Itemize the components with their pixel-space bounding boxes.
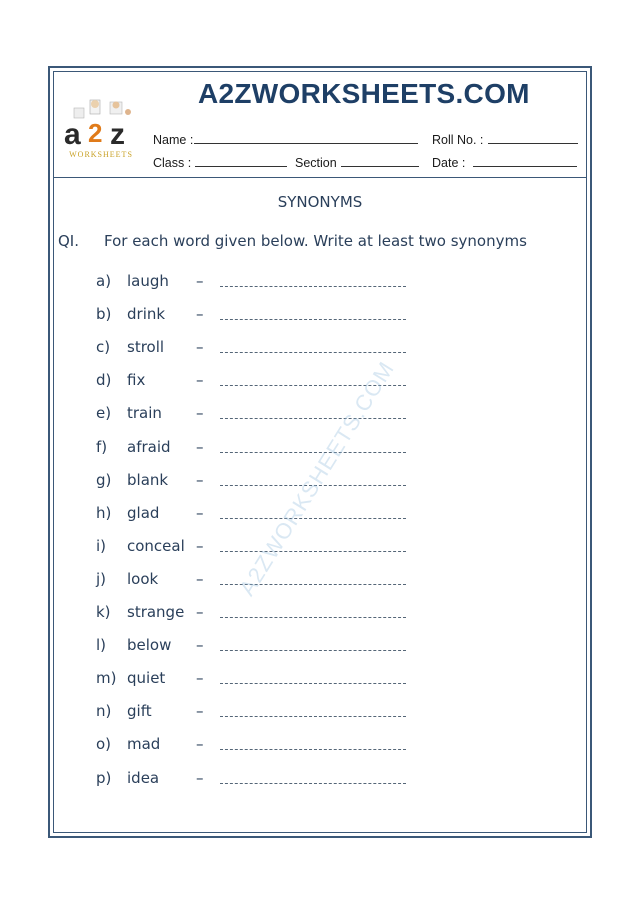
list-item — [96, 735, 426, 759]
roll-no-label: Roll No. : — [432, 133, 484, 147]
answer-blank[interactable] — [220, 683, 406, 684]
answer-blank[interactable] — [220, 617, 406, 618]
list-item — [96, 471, 426, 495]
item-word: below — [127, 636, 172, 655]
section-label: Section — [295, 156, 337, 170]
worksheet-heading: SYNONYMS — [277, 193, 363, 211]
roll-no-line[interactable] — [488, 131, 578, 144]
item-letter: f) — [96, 437, 108, 456]
item-word: strange — [127, 603, 185, 621]
item-dash: – — [196, 603, 204, 621]
list-item — [96, 702, 426, 726]
watermark: A2ZWORKSHEETS.COM — [234, 356, 400, 601]
item-word: fix — [127, 371, 146, 390]
class-label: Class : — [153, 156, 192, 170]
answer-blank[interactable] — [220, 518, 406, 519]
item-letter: h) — [96, 503, 112, 522]
answer-blank[interactable] — [220, 783, 406, 784]
item-dash: – — [196, 470, 204, 489]
section-field — [295, 154, 419, 170]
list-item — [96, 669, 426, 693]
item-word: glad — [127, 503, 160, 522]
answer-blank[interactable] — [220, 452, 406, 453]
class-line[interactable] — [195, 154, 287, 167]
list-item — [96, 305, 426, 329]
item-dash: – — [196, 437, 204, 456]
item-word: laugh — [127, 272, 169, 290]
name-field — [153, 131, 418, 147]
item-word: afraid — [127, 437, 171, 456]
item-word: gift — [127, 702, 152, 721]
name-line[interactable] — [194, 131, 418, 144]
item-dash: – — [196, 503, 204, 522]
item-letter: i) — [96, 536, 107, 555]
item-dash: – — [196, 305, 204, 324]
item-letter: l) — [96, 636, 107, 655]
item-letter: g) — [96, 470, 112, 489]
item-letter: j) — [96, 569, 107, 588]
item-word: train — [127, 404, 162, 423]
item-dash: – — [196, 702, 204, 721]
section-line[interactable] — [341, 154, 419, 167]
answer-blank[interactable] — [220, 319, 406, 320]
list-item — [96, 504, 426, 528]
roll-no-field — [432, 131, 578, 147]
item-dash: – — [196, 569, 204, 588]
item-letter: a) — [96, 272, 112, 290]
item-letter: e) — [96, 404, 112, 423]
answer-blank[interactable] — [220, 418, 406, 419]
item-dash: – — [196, 272, 204, 290]
item-word: mad — [127, 735, 161, 754]
name-label: Name : — [153, 133, 194, 147]
item-dash: – — [196, 768, 204, 787]
list-item — [96, 769, 426, 793]
date-label: Date : — [432, 156, 466, 170]
item-letter: o) — [96, 735, 112, 754]
item-dash: – — [196, 371, 204, 390]
kids-illustration — [74, 100, 131, 118]
logo-letter-z: z — [110, 118, 125, 151]
list-item — [96, 438, 426, 462]
answer-blank[interactable] — [220, 650, 406, 651]
date-field — [432, 154, 577, 170]
item-word: look — [127, 569, 159, 588]
list-item — [96, 603, 426, 627]
item-word: blank — [127, 470, 169, 489]
logo-digit-2: 2 — [88, 118, 103, 148]
answer-blank[interactable] — [220, 286, 406, 287]
logo-text: WORKSHEETS — [69, 150, 133, 159]
item-word: quiet — [127, 669, 166, 688]
item-letter: m) — [96, 669, 117, 688]
question-text: For each word given below. Write at least two synonyms — [104, 232, 527, 250]
item-word: drink — [127, 305, 166, 324]
answer-blank[interactable] — [220, 749, 406, 750]
question-number: QI. — [58, 232, 79, 250]
list-item — [96, 636, 426, 660]
item-letter: n) — [96, 702, 112, 721]
item-word: conceal — [127, 536, 185, 555]
header-divider — [53, 177, 587, 178]
logo-letter-a: a — [64, 118, 81, 151]
item-word: stroll — [127, 338, 165, 357]
item-letter: p) — [96, 768, 112, 787]
answer-blank[interactable] — [220, 551, 406, 552]
item-letter: k) — [96, 603, 111, 621]
item-dash: – — [196, 636, 204, 655]
item-word: idea — [127, 768, 160, 787]
item-letter: d) — [96, 371, 112, 390]
item-dash: – — [196, 536, 204, 555]
item-letter: b) — [96, 305, 112, 324]
list-item — [96, 272, 426, 296]
answer-blank[interactable] — [220, 716, 406, 717]
site-title: A2ZWORKSHEETS.COM — [198, 78, 530, 109]
item-letter: c) — [96, 338, 111, 357]
item-dash: – — [196, 404, 204, 423]
class-field — [153, 154, 287, 170]
item-dash: – — [196, 735, 204, 754]
item-dash: – — [196, 338, 204, 357]
date-line[interactable] — [473, 154, 577, 167]
item-dash: – — [196, 669, 204, 688]
question-1 — [58, 232, 558, 250]
answer-blank[interactable] — [220, 352, 406, 353]
